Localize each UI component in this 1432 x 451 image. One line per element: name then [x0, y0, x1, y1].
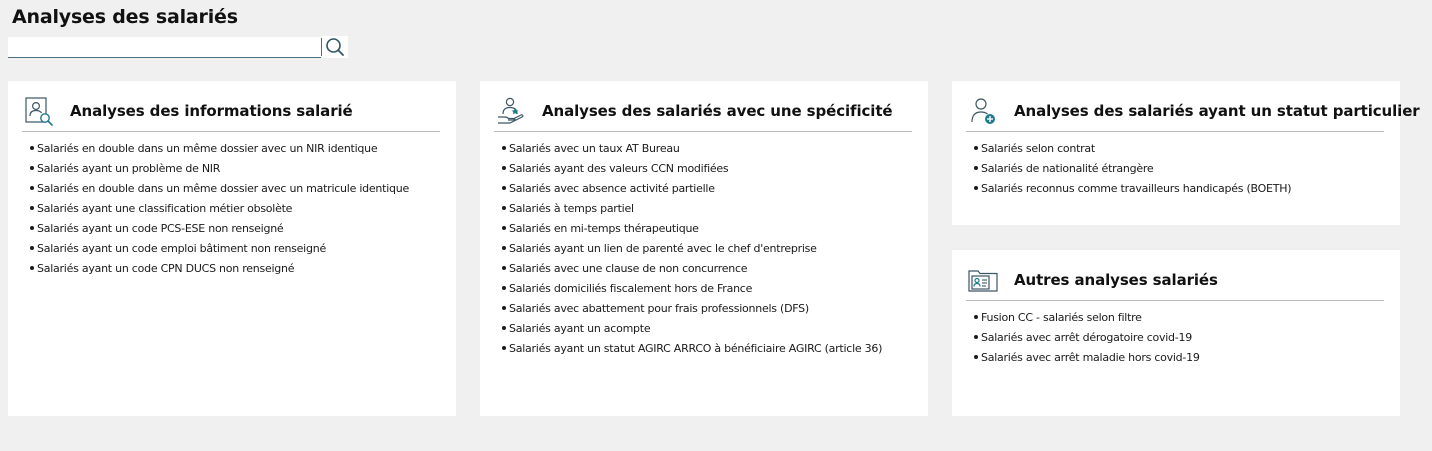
search-input[interactable] [8, 37, 321, 58]
search-bar [8, 36, 348, 58]
list-item[interactable] [974, 328, 1200, 348]
card-header [966, 91, 1420, 132]
card-statut-particulier [952, 81, 1420, 225]
list-item-label: Salariés domiciliés fiscalement hors de France [509, 282, 753, 295]
card-header [494, 91, 912, 132]
list-item[interactable] [30, 159, 409, 179]
list-item-label: Salariés avec un taux AT Bureau [509, 142, 680, 155]
list-item-label: Salariés en double dans un même dossier avec un matricule identique [37, 182, 409, 195]
list-item-label: Salariés ayant un problème de NIR [37, 162, 221, 175]
list-item[interactable] [30, 199, 409, 219]
list-item-label: Salariés avec arrêt maladie hors covid-19 [981, 351, 1200, 364]
bullet [974, 186, 978, 190]
bullet [502, 326, 506, 330]
analysis-list [974, 139, 1291, 199]
list-item[interactable] [502, 179, 882, 199]
list-item[interactable] [974, 139, 1291, 159]
bullet [502, 346, 506, 350]
list-item[interactable] [30, 239, 409, 259]
page-title: Analyses des salariés [12, 6, 238, 28]
list-item-label: Salariés ayant un code emploi bâtiment non renseigné [37, 242, 326, 255]
list-item-label: Salariés ayant un code CPN DUCS non renseigné [37, 262, 295, 275]
list-item-label: Salariés ayant des valeurs CCN modifiées [509, 162, 729, 175]
list-item[interactable] [30, 219, 409, 239]
user-star-hand-icon [494, 94, 528, 128]
bullet [974, 166, 978, 170]
bullet [502, 166, 506, 170]
card-title: Analyses des salariés ayant un statut particulier [1014, 102, 1420, 120]
list-item[interactable] [502, 139, 882, 159]
list-item-label: Salariés reconnus comme travailleurs handicapés (BOETH) [981, 182, 1292, 195]
analysis-list [974, 308, 1200, 368]
card-header [966, 260, 1384, 301]
list-item-label: Salariés ayant une classification métier obsolète [37, 202, 293, 215]
analysis-list [502, 139, 882, 359]
list-item[interactable] [974, 179, 1291, 199]
card-header [22, 91, 440, 132]
list-item[interactable] [502, 199, 882, 219]
list-item[interactable] [974, 348, 1200, 368]
list-item[interactable] [502, 279, 882, 299]
list-item[interactable] [30, 259, 409, 279]
bullet [502, 206, 506, 210]
card-title: Analyses des salariés avec une spécificité [542, 102, 893, 120]
bullet [30, 226, 34, 230]
bullet [974, 315, 978, 319]
search-icon [325, 37, 345, 57]
list-item-label: Salariés avec absence activité partielle [509, 182, 715, 195]
bullet [30, 266, 34, 270]
list-item-label: Salariés selon contrat [981, 142, 1095, 155]
list-item[interactable] [502, 299, 882, 319]
bullet [502, 306, 506, 310]
list-item-label: Salariés à temps partiel [509, 202, 634, 215]
user-search-icon [22, 94, 56, 128]
list-item[interactable] [30, 139, 409, 159]
list-item[interactable] [974, 308, 1200, 328]
list-item[interactable] [30, 179, 409, 199]
list-item[interactable] [502, 319, 882, 339]
bullet [502, 146, 506, 150]
list-item-label: Salariés ayant un statut AGIRC ARRCO à bénéficiaire AGIRC (article 36) [509, 342, 883, 355]
list-item[interactable] [502, 239, 882, 259]
list-item-label: Salariés de nationalité étrangère [981, 162, 1154, 175]
list-item[interactable] [502, 259, 882, 279]
list-item-label: Salariés ayant un code PCS-ESE non renseigné [37, 222, 284, 235]
search-button[interactable] [322, 36, 348, 58]
bullet [974, 335, 978, 339]
list-item[interactable] [502, 219, 882, 239]
list-item[interactable] [502, 339, 882, 359]
card-autres-analyses [952, 250, 1400, 416]
bullet [974, 146, 978, 150]
bullet [974, 355, 978, 359]
bullet [30, 206, 34, 210]
list-item-label: Fusion CC - salariés selon filtre [981, 311, 1142, 324]
list-item-label: Salariés ayant un lien de parenté avec le chef d'entreprise [509, 242, 817, 255]
list-item-label: Salariés ayant un acompte [509, 322, 651, 335]
bullet [30, 166, 34, 170]
bullet [502, 286, 506, 290]
list-item-label: Salariés en mi-temps thérapeutique [509, 222, 699, 235]
list-item[interactable] [974, 159, 1291, 179]
card-title: Analyses des informations salarié [70, 102, 353, 120]
bullet [502, 186, 506, 190]
bullet [502, 246, 506, 250]
card-title: Autres analyses salariés [1014, 271, 1218, 289]
bullet [30, 146, 34, 150]
user-add-icon [966, 94, 1000, 128]
card-informations-salarie [8, 81, 456, 416]
list-item-label: Salariés avec une clause de non concurrence [509, 262, 748, 275]
id-card-folder-icon [966, 263, 1000, 297]
list-item[interactable] [502, 159, 882, 179]
list-item-label: Salariés avec arrêt dérogatoire covid-19 [981, 331, 1193, 344]
analysis-list [30, 139, 409, 279]
card-specificite [480, 81, 928, 416]
bullet [502, 266, 506, 270]
bullet [502, 226, 506, 230]
bullet [30, 186, 34, 190]
list-item-label: Salariés avec abattement pour frais professionnels (DFS) [509, 302, 809, 315]
bullet [30, 246, 34, 250]
list-item-label: Salariés en double dans un même dossier avec un NIR identique [37, 142, 378, 155]
